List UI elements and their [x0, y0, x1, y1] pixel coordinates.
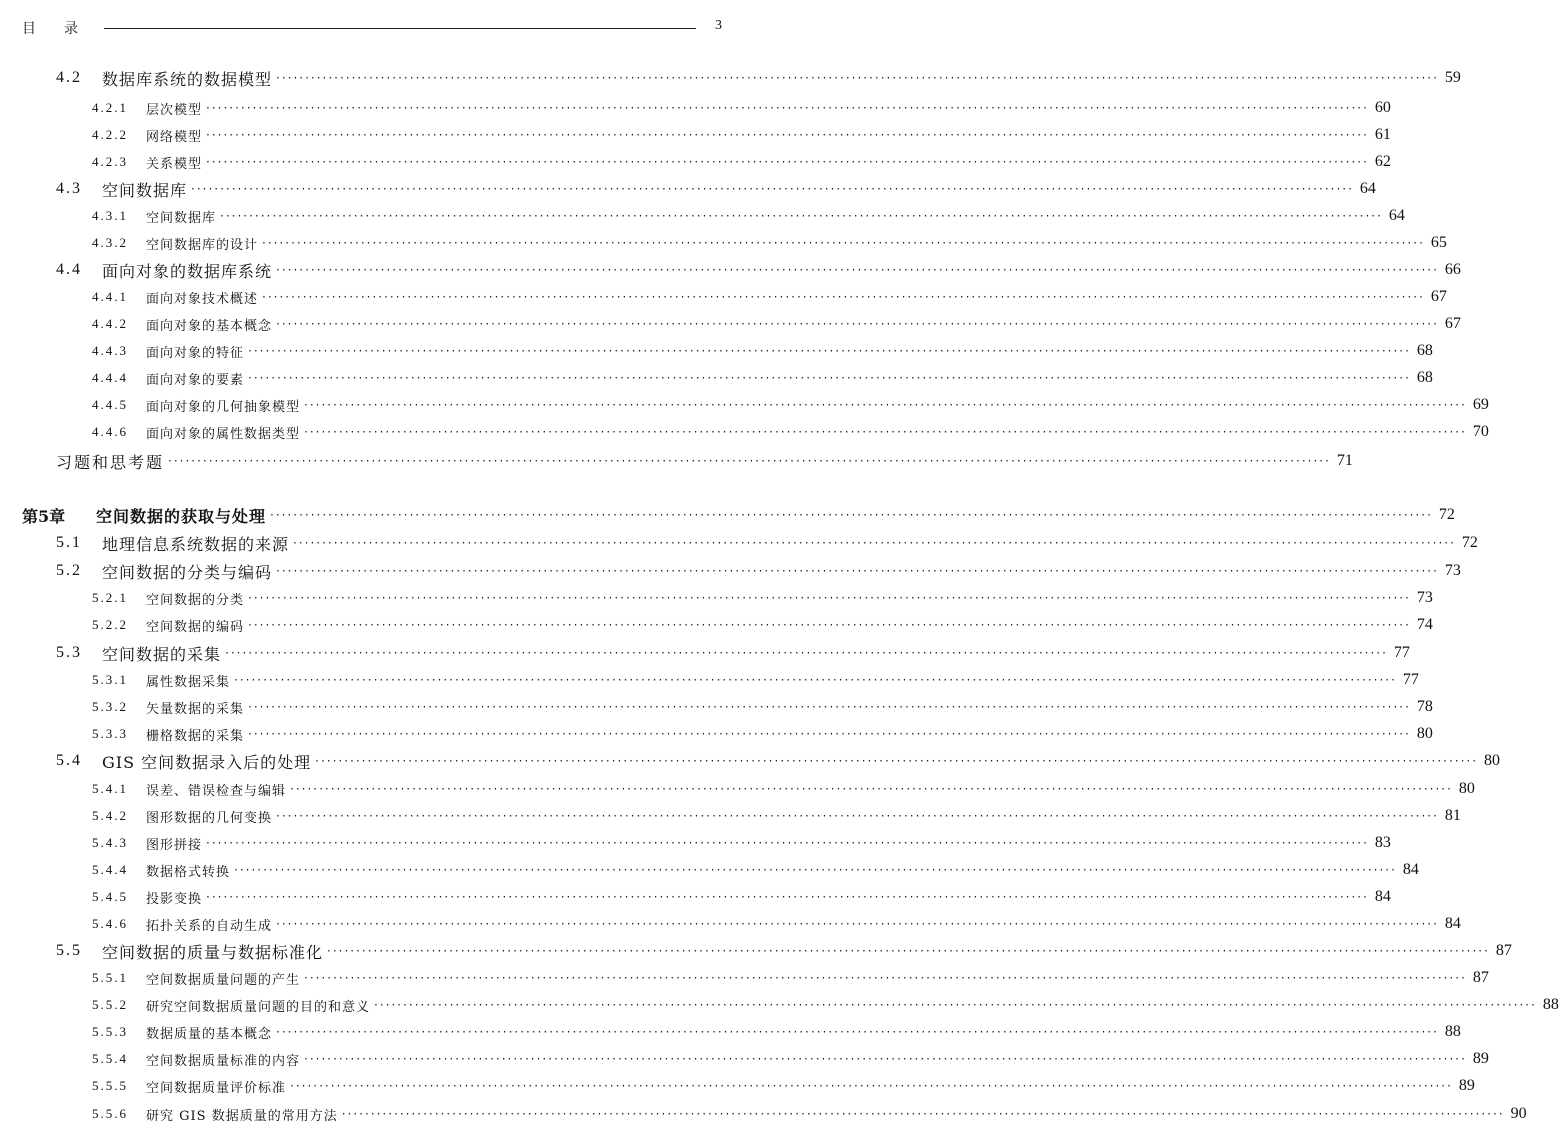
toc-entry [0, 312, 1461, 336]
toc-entry-title: 空间数据的获取与处理 [96, 506, 267, 526]
dot-leader: ········································································································································································································ [270, 508, 1433, 522]
dot-leader: ········································································································································································································ [327, 944, 1490, 958]
toc-entry-number: 5.4.5 [92, 889, 128, 904]
dot-leader: ········································································································································································································ [248, 344, 1411, 358]
dot-leader: ········································································································································································································ [234, 673, 1397, 687]
toc-entry-page: 89 [1472, 1050, 1489, 1067]
dot-leader: ········································································································································································································ [206, 890, 1369, 904]
toc-entry-page: 87 [1495, 942, 1512, 959]
dot-leader: ········································································································································································································ [276, 263, 1439, 277]
toc-entry-number: 4.4.1 [92, 289, 128, 304]
toc-entry [0, 449, 1353, 473]
toc-entry-page: 90 [1510, 1105, 1527, 1122]
toc-entry-page: 68 [1416, 369, 1433, 386]
toc-entry-page: 67 [1444, 315, 1461, 332]
toc-entry-page: 88 [1542, 996, 1559, 1013]
toc-entry-title: 空间数据库 [146, 210, 217, 226]
toc-entry-page: 81 [1444, 807, 1461, 824]
toc-entry-number: 5.3.3 [92, 726, 128, 741]
toc-entry-title: 图形数据的几何变换 [146, 810, 273, 826]
toc-entry [0, 531, 1478, 555]
toc-entry-title: 投影变换 [146, 891, 203, 907]
toc-entry-number: 5.4.6 [92, 916, 128, 931]
toc-entry [0, 150, 1391, 174]
page-number: 3 [715, 18, 722, 33]
toc-entry-title: 关系模型 [146, 156, 203, 172]
dot-leader: ········································································································································································································ [248, 591, 1411, 605]
toc-entry-number: 5.4.1 [92, 781, 128, 796]
dot-leader: ········································································································································································································ [206, 101, 1369, 115]
dot-leader: ········································································································································································································ [290, 1079, 1453, 1093]
toc-entry [0, 420, 1489, 444]
toc-entry-title: 层次模型 [146, 102, 203, 118]
dot-leader: ········································································································································································································ [293, 536, 1456, 550]
toc-entry-page: 80 [1458, 780, 1475, 797]
dot-leader: ········································································································································································································ [276, 809, 1439, 823]
toc-entry-title: 面向对象的基本概念 [146, 318, 273, 334]
toc-entry-number: 4.3 [56, 180, 82, 197]
running-head-title: 目录 [22, 21, 106, 37]
toc-entry-title: 空间数据库 [102, 180, 188, 200]
toc-entry-title: 地理信息系统数据的来源 [102, 534, 290, 554]
toc-entry-title: 面向对象技术概述 [146, 291, 259, 307]
dot-leader: ········································································································································································································ [276, 71, 1439, 85]
toc-entry-page: 84 [1402, 861, 1419, 878]
toc-entry [0, 966, 1489, 990]
toc-entry-title: 面向对象的几何抽象模型 [146, 399, 301, 415]
toc-entry-page: 66 [1444, 261, 1461, 278]
toc-entry-number: 5.3.1 [92, 672, 128, 687]
toc-entry-title: 面向对象的特征 [146, 345, 245, 361]
toc-entry [0, 123, 1391, 147]
toc-entry-title: 空间数据质量标准的内容 [146, 1053, 301, 1069]
dot-leader: ········································································································································································································ [191, 182, 1354, 196]
toc-entry-title: 研究 GIS 数据质量的常用方法 [146, 1108, 338, 1124]
toc-entry [0, 912, 1461, 936]
toc-entry [0, 66, 1461, 90]
toc-entry-number: 4.2.2 [92, 127, 128, 142]
dot-leader: ········································································································································································································ [276, 564, 1439, 578]
toc-entry [0, 393, 1489, 417]
toc-entry-number: 5.1 [56, 534, 82, 551]
toc-entry-page: 67 [1430, 288, 1447, 305]
toc-entry-number: 4.4.4 [92, 370, 128, 385]
toc-entry-number: 5.3 [56, 644, 82, 661]
dot-leader: ········································································································································································································ [341, 1107, 1505, 1121]
toc-entry-title: 栅格数据的采集 [146, 728, 245, 744]
dot-leader: ········································································································································································································ [225, 646, 1388, 660]
toc-entry [0, 366, 1433, 390]
toc-entry [0, 559, 1461, 583]
toc-entry-page: 69 [1472, 396, 1489, 413]
toc-chapter-entry [0, 503, 1455, 527]
toc-entry-page: 72 [1461, 534, 1478, 551]
dot-leader: ········································································································································································································ [262, 290, 1425, 304]
dot-leader: ········································································································································································································ [168, 454, 1331, 468]
toc-entry-page: 74 [1416, 616, 1433, 633]
toc-entry-page: 84 [1444, 915, 1461, 932]
dot-leader: ········································································································································································································ [206, 128, 1369, 142]
toc-entry-page: 87 [1472, 969, 1489, 986]
toc-entry [0, 586, 1433, 610]
toc-entry-title: 空间数据的编码 [146, 619, 245, 635]
toc-entry-title: 数据格式转换 [146, 864, 231, 880]
toc-entry-title: 空间数据库的设计 [146, 237, 259, 253]
dot-leader: ········································································································································································································ [304, 398, 1467, 412]
dot-leader: ········································································································································································································ [220, 209, 1383, 223]
toc-entry-number: 5.5 [56, 942, 82, 959]
dot-leader: ········································································································································································································ [206, 155, 1369, 169]
toc-entry-page: 78 [1416, 698, 1433, 715]
toc-entry-title: GIS 空间数据录入后的处理 [102, 752, 312, 772]
toc-entry-number: 4.2.1 [92, 100, 128, 115]
toc-entry-number: 4.4.5 [92, 397, 128, 412]
toc-entry-title: 图形拼接 [146, 837, 203, 853]
toc-entry-page: 71 [1336, 452, 1353, 469]
toc-entry-page: 64 [1388, 207, 1405, 224]
toc-entry-title: 数据质量的基本概念 [146, 1026, 273, 1042]
toc-entry-page: 72 [1438, 506, 1455, 523]
dot-leader: ········································································································································································································ [304, 971, 1467, 985]
dot-leader: ········································································································································································································ [276, 317, 1439, 331]
toc-entry-number: 5.5.3 [92, 1024, 128, 1039]
toc-entry-page: 65 [1430, 234, 1447, 251]
toc-entry-number: 5.4.4 [92, 862, 128, 877]
toc-entry-title: 空间数据的质量与数据标准化 [102, 942, 324, 962]
toc-entry-number: 4.4.3 [92, 343, 128, 358]
toc-entry [0, 831, 1391, 855]
toc-entry-number: 4.3.2 [92, 235, 128, 250]
toc-entry-page: 62 [1374, 153, 1391, 170]
toc-entry-page: 83 [1374, 834, 1391, 851]
dot-leader: ········································································································································································································ [248, 371, 1411, 385]
dot-leader: ········································································································································································································ [304, 1052, 1467, 1066]
toc-entry-number: 第5章 [22, 506, 66, 526]
toc-entry-page: 70 [1472, 423, 1489, 440]
toc-entry-title: 空间数据的分类与编码 [102, 562, 273, 582]
toc-entry-title: 面向对象的要素 [146, 372, 245, 388]
dot-leader: ········································································································································································································ [248, 727, 1411, 741]
toc-entry-title: 空间数据的分类 [146, 592, 245, 608]
toc-entry-title: 网络模型 [146, 129, 203, 145]
toc-entry-number: 4.2 [56, 69, 82, 86]
toc-entry [0, 285, 1447, 309]
toc-entry [0, 1020, 1461, 1044]
toc-entry-number: 5.5.1 [92, 970, 128, 985]
dot-leader: ········································································································································································································ [276, 1025, 1439, 1039]
dot-leader: ········································································································································································································ [262, 236, 1425, 250]
toc-entry [0, 1047, 1489, 1071]
toc-entry-number: 5.4 [56, 752, 82, 769]
page-header [22, 14, 722, 38]
dot-leader: ········································································································································································································ [290, 782, 1453, 796]
toc-entry-title: 数据库系统的数据模型 [102, 69, 273, 89]
toc-entry-page: 73 [1444, 562, 1461, 579]
toc-entry-title: 空间数据的采集 [102, 644, 222, 664]
toc-entry [0, 177, 1376, 201]
toc-entry-number: 4.2.3 [92, 154, 128, 169]
toc-entry-title: 空间数据质量评价标准 [146, 1080, 287, 1096]
dot-leader: ········································································································································································································ [234, 863, 1397, 877]
toc-entry-title: 拓扑关系的自动生成 [146, 918, 273, 934]
toc-entry [0, 777, 1475, 801]
toc-entry [0, 858, 1419, 882]
toc-entry [0, 1102, 1527, 1126]
toc-entry-page: 59 [1444, 69, 1461, 86]
toc-entry-number: 5.3.2 [92, 699, 128, 714]
toc-entry-page: 80 [1416, 725, 1433, 742]
toc-entry [0, 258, 1461, 282]
dot-leader: ········································································································································································································ [304, 425, 1467, 439]
toc-entry-page: 80 [1484, 752, 1501, 769]
toc-entry-title: 矢量数据的采集 [146, 701, 245, 717]
toc-entry-number: 4.3.1 [92, 208, 128, 223]
toc-entry-number: 4.4.2 [92, 316, 128, 331]
toc-entry-title: 研究空间数据质量问题的目的和意义 [146, 999, 371, 1015]
toc-entry-title: 空间数据质量问题的产生 [146, 972, 301, 988]
toc-entry-page: 64 [1359, 180, 1376, 197]
toc-entry-page: 88 [1444, 1023, 1461, 1040]
toc-entry-number: 5.2 [56, 562, 82, 579]
header-rule [104, 28, 696, 29]
dot-leader: ········································································································································································································ [315, 754, 1479, 768]
toc-entry-page: 60 [1374, 99, 1391, 116]
toc-entry-page: 89 [1458, 1077, 1475, 1094]
toc-entry-number: 5.5.4 [92, 1051, 128, 1066]
toc-entry [0, 204, 1405, 228]
toc-entry-page: 68 [1416, 342, 1433, 359]
toc-entry-number: 4.4 [56, 261, 82, 278]
toc-entry [0, 339, 1433, 363]
toc-entry-page: 73 [1416, 589, 1433, 606]
toc-entry [0, 1074, 1475, 1098]
dot-leader: ········································································································································································································ [248, 618, 1411, 632]
toc-entry-number: 5.5.6 [92, 1106, 128, 1121]
dot-leader: ········································································································································································································ [248, 700, 1411, 714]
dot-leader: ········································································································································································································ [206, 836, 1369, 850]
dot-leader: ········································································································································································································ [276, 917, 1439, 931]
toc-entry [0, 993, 1559, 1017]
toc-entry [0, 695, 1433, 719]
toc-entry [0, 939, 1512, 963]
toc-entry-number: 5.2.2 [92, 617, 128, 632]
toc-entry-page: 61 [1374, 126, 1391, 143]
toc-entry [0, 641, 1410, 665]
toc-entry [0, 613, 1433, 637]
toc-entry-number: 5.5.2 [92, 997, 128, 1012]
toc-entry [0, 749, 1501, 773]
toc-entry [0, 885, 1391, 909]
toc-entry [0, 722, 1433, 746]
toc-entry-title: 误差、错误检查与编辑 [146, 783, 287, 799]
toc-entry-title: 面向对象的数据库系统 [102, 261, 273, 281]
toc-entry-title: 属性数据采集 [146, 674, 231, 690]
dot-leader: ········································································································································································································ [374, 998, 1537, 1012]
toc-entry-title: 习题和思考题 [56, 452, 165, 472]
toc-entry-number: 5.4.3 [92, 835, 128, 850]
toc-entry [0, 804, 1461, 828]
toc-entry-number: 4.4.6 [92, 424, 128, 439]
toc-entry-number: 5.4.2 [92, 808, 128, 823]
toc-entry [0, 96, 1391, 120]
toc-entry-title: 面向对象的属性数据类型 [146, 426, 301, 442]
toc-entry-page: 77 [1393, 644, 1410, 661]
toc-entry-number: 5.2.1 [92, 590, 128, 605]
toc-entry-page: 84 [1374, 888, 1391, 905]
toc-entry-page: 77 [1402, 671, 1419, 688]
toc-entry-number: 5.5.5 [92, 1078, 128, 1093]
toc-entry [0, 231, 1447, 255]
toc-entry [0, 668, 1419, 692]
